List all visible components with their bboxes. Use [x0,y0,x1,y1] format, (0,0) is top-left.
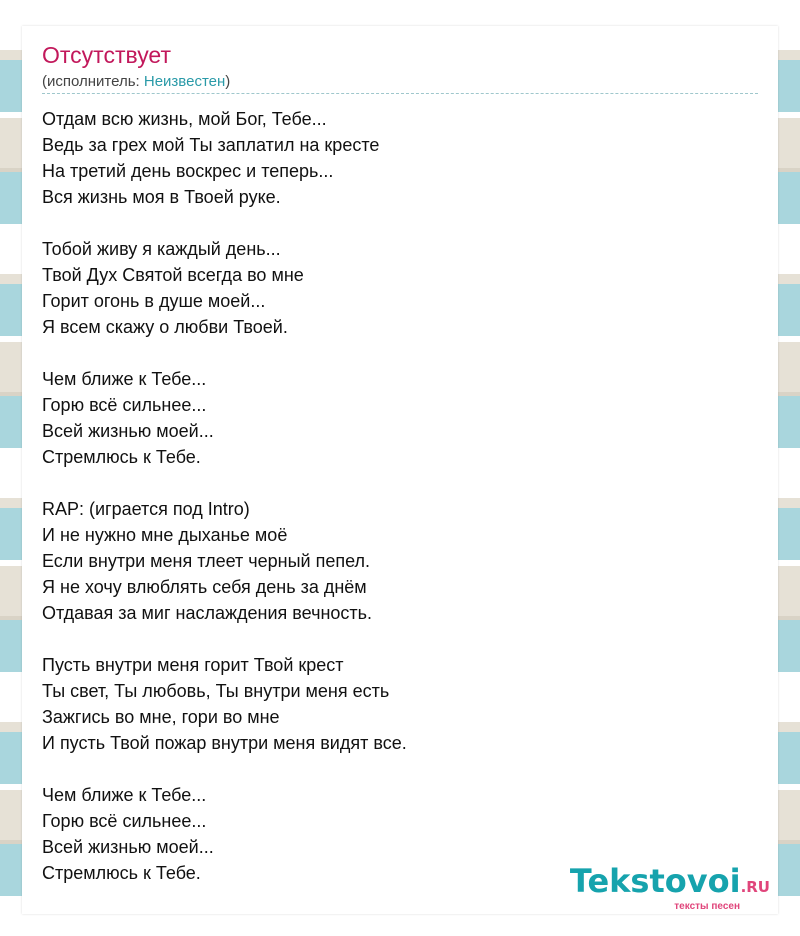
lyric-line: Тобой живу я каждый день... [42,239,281,259]
lyric-line: Пусть внутри меня горит Твой крест [42,655,344,675]
lyric-line: Чем ближе к Тебе... [42,369,207,389]
artist-link[interactable]: Неизвестен [143,73,226,90]
lyric-line: Отдам всю жизнь, мой Бог, Тебе... [42,109,327,129]
lyric-line: Отдавая за миг наслаждения вечность. [42,603,373,623]
lyric-line: И не нужно мне дыханье моё [42,525,288,545]
stanza-break [42,210,407,236]
lyric-line: Ты свет, Ты любовь, Ты внутри меня есть [42,681,390,701]
lyric-line: На третий день воскрес и теперь... [42,161,334,181]
lyric-line: Стремлюсь к Тебе. [42,863,201,883]
lyric-line: Я всем скажу о любви Твоей. [42,317,288,337]
lyric-line: Горю всё сильнее... [42,395,207,415]
lyrics-card [22,26,778,914]
lyric-line: Вся жизнь моя в Твоей руке. [42,187,281,207]
lyrics-text [42,106,407,886]
stanza-break [42,340,407,366]
lyric-line: Зажгись во мне, гори во мне [42,707,280,727]
logo-main-text: Tekstovoi [569,862,741,900]
lyric-line: Я не хочу влюблять себя день за днём [42,577,367,597]
artist-line [42,73,230,90]
site-logo[interactable] [570,864,770,912]
lyric-line: Чем ближе к Тебе... [42,785,207,805]
lyric-line: Горит огонь в душе моей... [42,291,266,311]
logo-wordmark [570,864,770,904]
lyric-line: Твой Дух Святой всегда во мне [42,265,304,285]
title-divider [42,93,758,94]
song-title: Отсутствует [42,42,171,68]
lyric-line: И пусть Твой пожар внутри меня видят все. [42,733,407,753]
stanza-break [42,626,407,652]
lyric-line: Если внутри меня тлеет черный пепел. [42,551,371,571]
lyric-line: Всей жизнью моей... [42,837,214,857]
lyric-line: Всей жизнью моей... [42,421,214,441]
stanza-break [42,470,407,496]
logo-domain: .RU [740,878,770,896]
stanza-break [42,756,407,782]
lyric-line: Стремлюсь к Тебе. [42,447,201,467]
lyric-line: RAP: (играется под Intro) [42,499,250,519]
lyric-line: Ведь за грех мой Ты заплатил на кресте [42,135,380,155]
artist-suffix: ) [225,73,231,90]
lyric-line: Горю всё сильнее... [42,811,207,831]
artist-prefix: (исполнитель: [42,73,144,90]
logo-tagline: тексты песен [674,901,740,912]
